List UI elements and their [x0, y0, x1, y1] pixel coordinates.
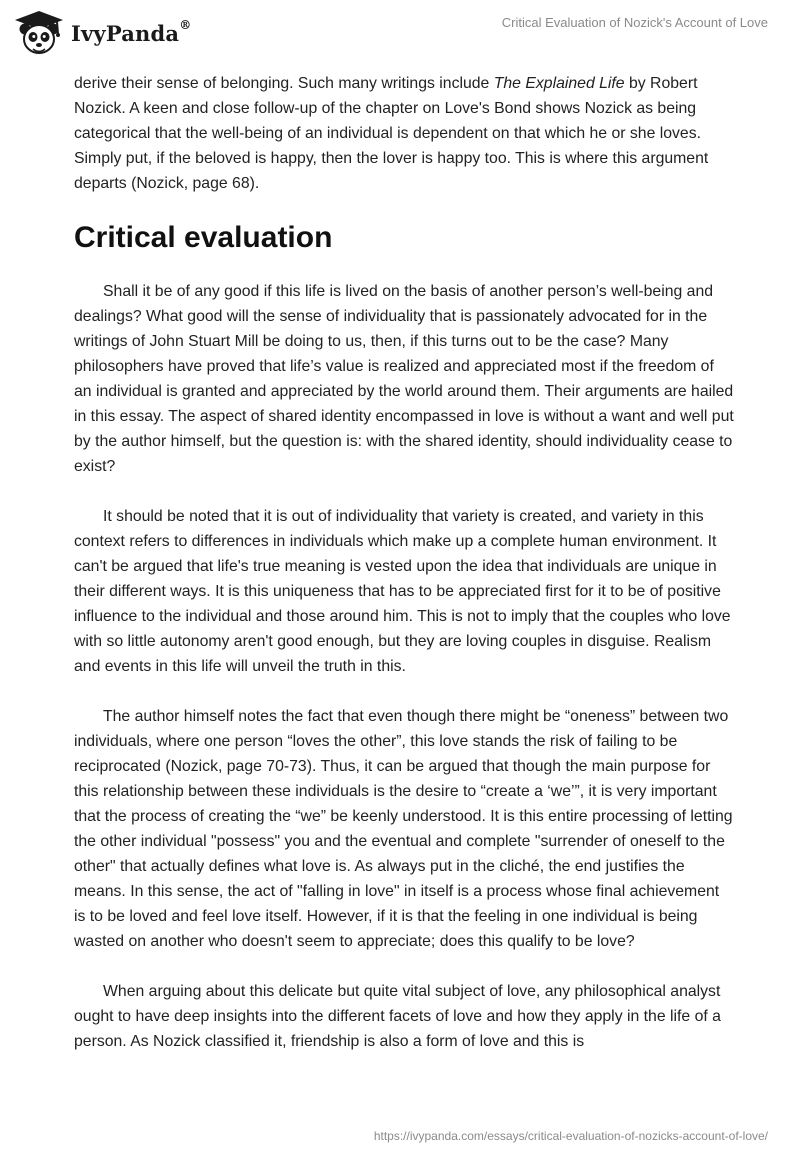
body-paragraph: Shall it be of any good if this life is lived on the basis of another person’s well-being and dealings? What good will the sense of individuality that is passionately advocated for in the writings of John Stuart Mill be doing to us, then, if this turns out to be the case? Many philosophers have proved that life’s value is realized and appreciated most if the freedom of an individual is granted and appreciated by the world around them. Their arguments are hailed in this essay. The aspect of shared identity encompassed in love is without a want and well put by the author himself, but the question is: with the shared identity, should individuality cease to exist? — [74, 283, 734, 475]
book-title: The Explained Life — [493, 75, 625, 92]
article-body — [74, 71, 734, 1079]
logo-wordmark: IvyPanda® — [71, 17, 192, 46]
page-header — [0, 0, 800, 60]
section-heading: Critical evaluation — [74, 221, 333, 254]
site-logo[interactable] — [13, 9, 191, 57]
body-paragraph: The author himself notes the fact that even though there might be “oneness” between two individuals, where one person “loves the other”, this love stands the risk of failing to be reciprocated (Nozick, page 70-73). Thus, it can be argued that though the main purpose for this relationship between these individuals is the desire to “create a ‘we’”, it is very important that the process of creating the “we” be keenly understood. It is this entire processing of letting the other individual "possess" you and the eventual and complete "surrender of oneself to the other" that actually defines what love is. As always put in the cliché, the end justifies the means. In this sense, the act of "falling in love" in itself is a process whose final achievement is to be loved and feel love itself. However, if it is that the feeling in one individual is being wasted on another who doesn't seem to appreciate; does this qualify to be love? — [74, 708, 733, 950]
panda-graduate-icon — [13, 9, 65, 57]
document-title: Critical Evaluation of Nozick's Account of Love — [501, 15, 768, 30]
body-paragraph: When arguing about this delicate but quite vital subject of love, any philosophical analyst ought to have deep insights into the different facets of love and how they apply in the life of a person. As Nozick classified it, friendship is also a form of love and this is — [74, 983, 721, 1050]
source-url[interactable]: https://ivypanda.com/essays/critical-evaluation-of-nozicks-account-of-love/ — [373, 1129, 768, 1143]
body-paragraph: It should be noted that it is out of individuality that variety is created, and variety in this context refers to differences in individuals which make up a complete human environment. It can't be argued that life's true meaning is vested upon the idea that individuals are unique in their different ways. It is this uniqueness that has to be appreciated first for it to be of positive influence to the individual and those around him. This is not to imply that the couples who love with so little autonomy aren't good enough, but they are loving couples in disguise. Realism and events in this life will unveil the truth in this. — [74, 508, 731, 675]
intro-paragraph: derive their sense of belonging. Such many writings include The Explained Life by Robert Nozick. A keen and close follow-up of the chapter on Love's Bond shows Nozick as being categorical that the well-being of an individual is dependent on that which he or she loves. Simply put, if the beloved is happy, then the lover is happy too. This is where this argument departs (Nozick, page 68). — [74, 75, 709, 192]
